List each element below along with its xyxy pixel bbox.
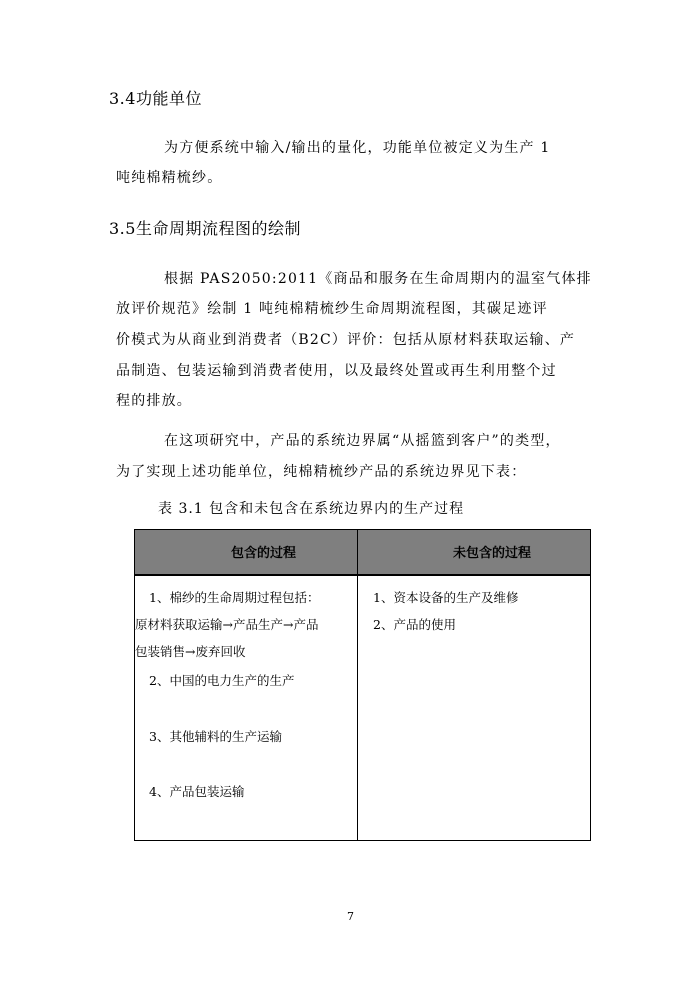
system-boundary-table	[134, 529, 591, 841]
header-excluded: 未包含的过程	[453, 546, 532, 561]
column-divider	[357, 530, 358, 840]
paragraph-line: 程的排放。	[116, 393, 192, 409]
page-number: 7	[347, 910, 354, 923]
section-heading-3-4: 3.4功能单位	[109, 89, 202, 108]
paragraph-line: 为了实现上述功能单位，纯棉精梳纱产品的系统边界见下表：	[116, 464, 527, 480]
included-item: 4、产品包装运输	[149, 784, 245, 799]
included-item: 1、棉纱的生命周期过程包括：	[149, 590, 320, 605]
included-item: 2、中国的电力生产的生产	[149, 673, 295, 688]
paragraph-line: 放评价规范》绘制 1 吨纯棉精梳纱生命周期流程图，其碳足迹评	[116, 301, 548, 317]
table-header-row	[135, 530, 590, 576]
paragraph-line: 价模式为从商业到消费者（B2C）评价：包括从原材料获取运输、产	[116, 332, 576, 348]
header-included: 包含的过程	[231, 546, 297, 561]
included-item: 包装销售→废弃回收	[135, 644, 246, 659]
paragraph-line: 吨纯棉精梳纱。	[116, 170, 223, 186]
table-caption: 表 3.1 包含和未包含在系统边界内的生产过程	[158, 501, 465, 517]
section-heading-3-5: 3.5生命周期流程图的绘制	[109, 219, 301, 238]
included-item: 3、其他辅料的生产运输	[149, 729, 282, 744]
excluded-item: 1、资本设备的生产及维修	[373, 590, 519, 605]
included-item: 原材料获取运输→产品生产→产品	[135, 617, 319, 632]
paragraph-line: 在这项研究中，产品的系统边界属“从摇篮到客户”的类型，	[164, 433, 561, 449]
paragraph-line: 根据 PAS2050:2011《商品和服务在生命周期内的温室气体排	[164, 271, 592, 287]
excluded-item: 2、产品的使用	[373, 617, 456, 632]
paragraph-line: 品制造、包装运输到消费者使用，以及最终处置或再生利用整个过	[116, 363, 557, 379]
paragraph-line: 为方便系统中输入/输出的量化，功能单位被定义为生产 1	[164, 140, 551, 156]
